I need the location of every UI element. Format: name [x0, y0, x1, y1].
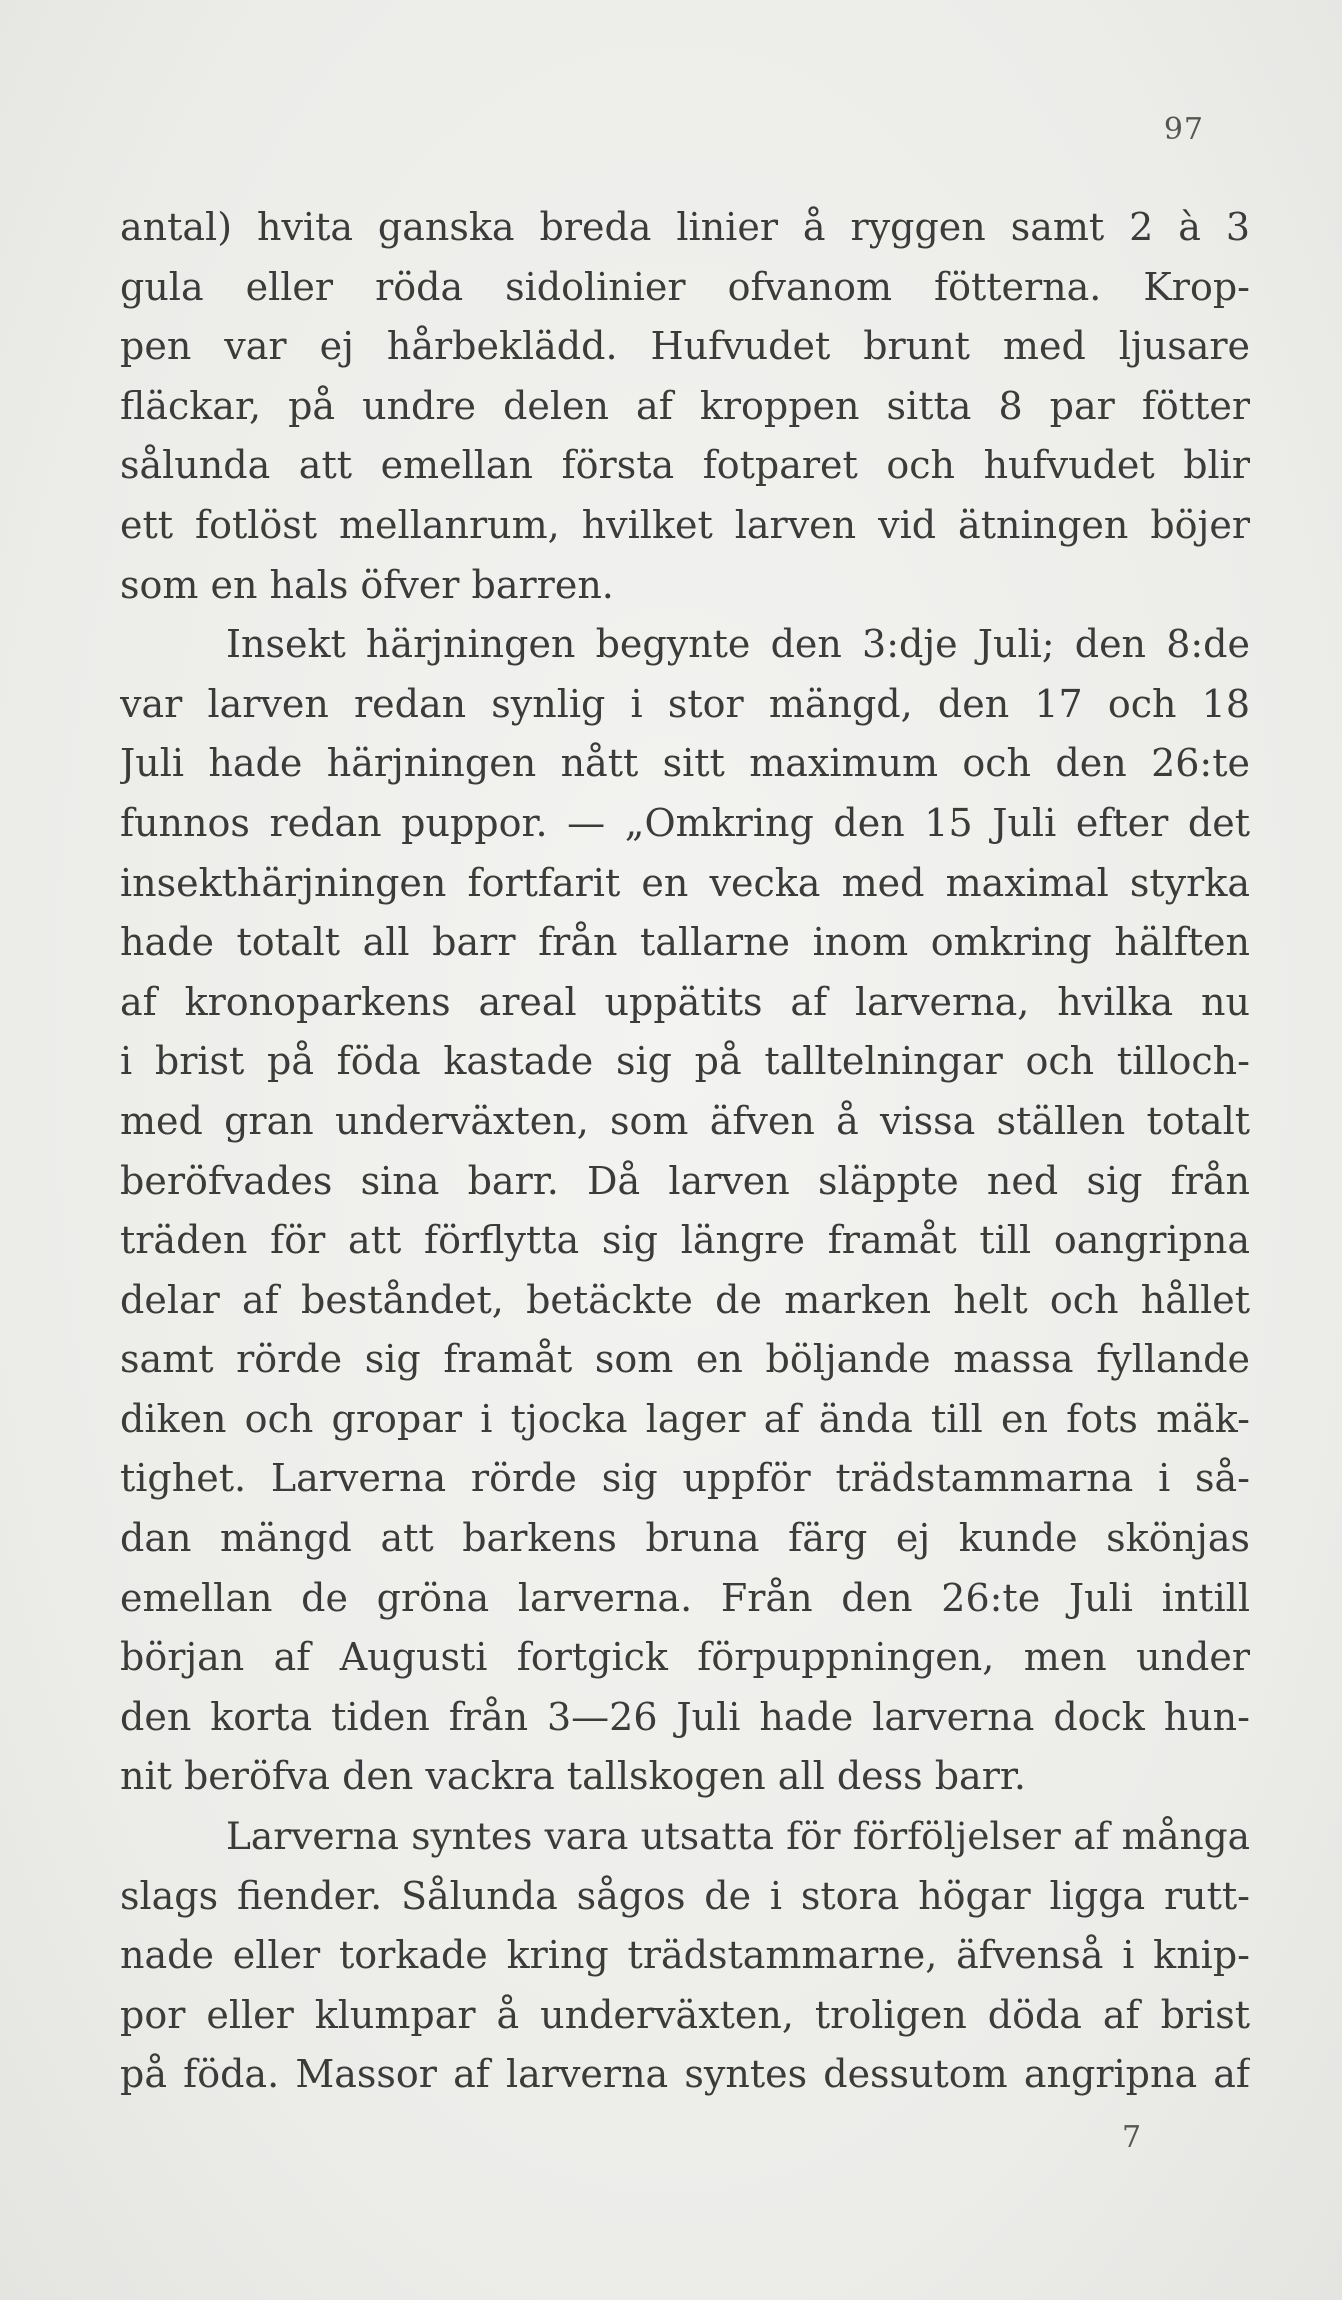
text-line: som en hals öfver barren.	[120, 562, 614, 607]
text-line: nade eller torkade kring trädstammarne, äfvenså i knip-	[120, 1933, 1250, 1978]
text-line: insekthärjningen fortfarit en vecka med maximal styrka	[120, 860, 1250, 905]
text-line: diken och gropar i tjocka lager af ända till en fots mäk-	[120, 1396, 1250, 1441]
text-line: delar af beståndet, betäckte de marken helt och hållet	[120, 1277, 1250, 1322]
text-line: Insekt härjningen begynte den 3:dje Juli; den 8:de	[226, 622, 1250, 667]
page-number: 97	[1163, 112, 1204, 147]
text-line: funnos redan puppor. — „Omkring den 15 Juli efter det	[120, 800, 1250, 845]
text-line: tighet. Larverna rörde sig uppför trädstammarna i så-	[120, 1456, 1250, 1501]
text-line: pen var ej hårbeklädd. Hufvudet brunt med ljusare	[120, 324, 1250, 369]
text-line: på föda. Massor af larverna syntes dessutom angripna af	[120, 2052, 1250, 2097]
text-line: sålunda att emellan första fotparet och hufvudet blir	[120, 443, 1250, 488]
text-line: beröfvades sina barr. Då larven släppte ned sig från	[120, 1158, 1250, 1203]
text-line: den korta tiden från 3—26 Juli hade larverna dock hun-	[120, 1694, 1250, 1739]
signature-mark: 7	[1122, 2120, 1142, 2155]
body-text	[120, 198, 1250, 2105]
text-line: med gran underväxten, som äfven å vissa ställen totalt	[120, 1098, 1250, 1143]
text-line: var larven redan synlig i stor mängd, den 17 och 18	[120, 681, 1250, 726]
text-line: dan mängd att barkens bruna färg ej kunde skönjas	[120, 1516, 1250, 1561]
text-line: fläckar, på undre delen af kroppen sitta 8 par fötter	[120, 383, 1250, 428]
text-line: träden för att förflytta sig längre framåt till oangripna	[120, 1218, 1250, 1263]
text-line: gula eller röda sidolinier ofvanom fötterna. Krop-	[120, 264, 1250, 309]
text-line: nit beröfva den vackra tallskogen all dess barr.	[120, 1754, 1026, 1799]
text-line: ett fotlöst mellanrum, hvilket larven vid ätningen böjer	[120, 502, 1250, 547]
text-line: antal) hvita ganska breda linier å ryggen samt 2 à 3	[120, 205, 1250, 249]
text-line: i brist på föda kastade sig på talltelningar och tilloch-	[120, 1039, 1250, 1084]
text-line: slags fiender. Sålunda sågos de i stora högar ligga rutt-	[120, 1873, 1250, 1918]
text-line: början af Augusti fortgick förpuppningen, men under	[120, 1635, 1250, 1680]
text-line: samt rörde sig framåt som en böljande massa fyllande	[120, 1337, 1250, 1382]
text-line: Juli hade härjningen nått sitt maximum och den 26:te	[120, 741, 1250, 786]
text-line: emellan de gröna larverna. Från den 26:te Juli intill	[120, 1575, 1250, 1620]
text-line: af kronoparkens areal uppätits af larverna, hvilka nu	[120, 979, 1250, 1024]
text-line: hade totalt all barr från tallarne inom omkring hälften	[120, 920, 1250, 965]
text-line: Larverna syntes vara utsatta för förföljelser af många	[226, 1814, 1250, 1859]
text-line: por eller klumpar å underväxten, troligen döda af brist	[120, 1992, 1250, 2037]
